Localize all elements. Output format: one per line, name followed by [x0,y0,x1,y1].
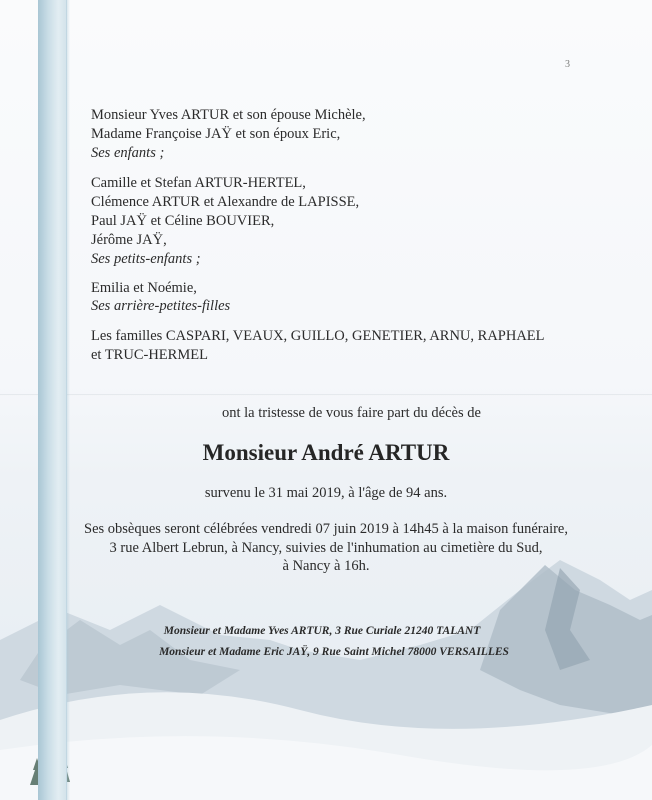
funeral-line: à Nancy à 16h. [282,558,370,574]
funeral-line: Ses obsèques seront célébrées vendredi 07 juin 2019 à 14h45 à la maison funéraire, [84,521,568,537]
address-line: Monsieur et Madame Yves ARTUR, 3 Rue Curiale 21240 TALANT [163,625,481,637]
family-line: Paul JAŸ et Céline BOUVIER, [91,213,275,229]
decorative-band-edge [66,0,70,800]
address-line: Monsieur et Madame Eric JAŸ, 9 Rue Saint Michel 78000 VERSAILLES [159,646,509,658]
family-line: Madame Françoise JAŸ et son époux Eric, [91,126,341,142]
family-role: Ses petits-enfants ; [91,251,201,267]
family-line: Jérôme JAŸ, [91,232,167,248]
family-role: Ses enfants ; [91,145,165,161]
decorative-side-band [38,0,67,800]
family-line: Camille et Stefan ARTUR-HERTEL, [91,175,306,191]
family-line: Monsieur Yves ARTUR et son épouse Michèle, [91,107,366,123]
funeral-line: 3 rue Albert Lebrun, à Nancy, suivies de l'inhumation au cimetière du Sud, [109,540,543,556]
family-role: Ses arrière-petites-filles [91,298,231,314]
family-line: Les familles CASPARI, VEAUX, GUILLO, GENETIER, ARNU, RAPHAEL [91,328,545,344]
family-line: Clémence ARTUR et Alexandre de LAPISSE, [91,194,360,210]
page-mark: 3 [565,59,570,70]
family-line: et TRUC-HERMEL [91,347,208,363]
announcement-text: ont la tristesse de vous faire part du décès de [222,405,481,421]
paper-fold-line [0,394,652,396]
family-line: Emilia et Noémie, [91,280,197,296]
deceased-name: Monsieur André ARTUR [202,440,450,465]
death-info: survenu le 31 mai 2019, à l'âge de 94 ans. [204,485,448,501]
